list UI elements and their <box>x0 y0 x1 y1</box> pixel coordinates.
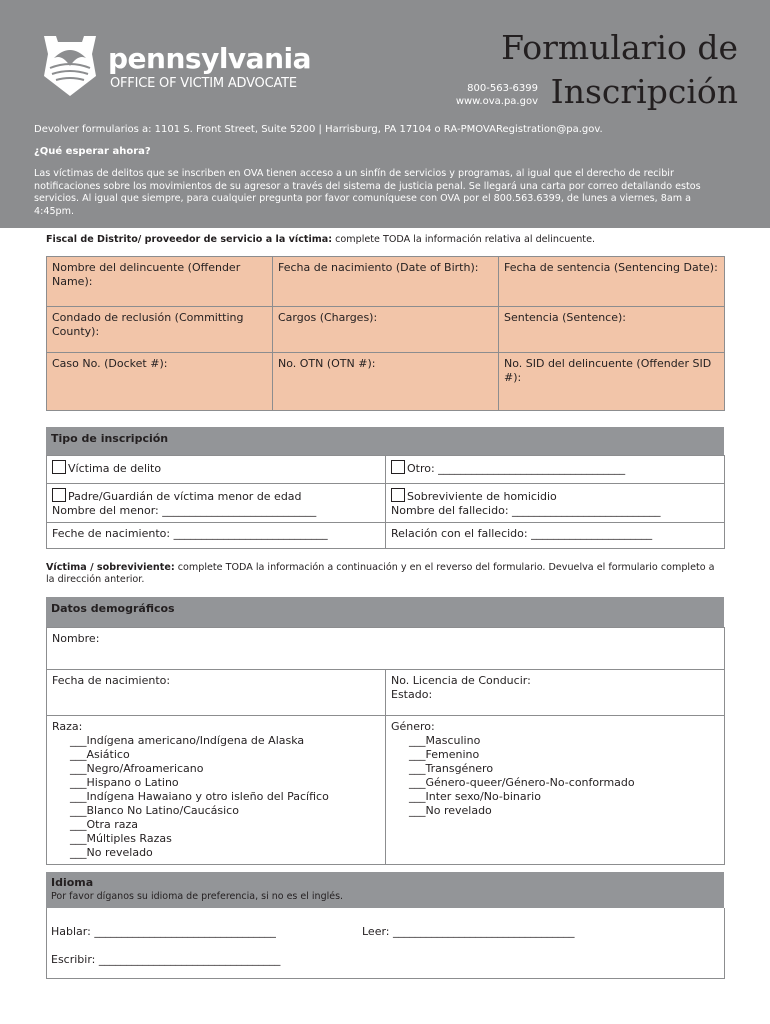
da-section-label: Fiscal de Distrito/ proveedor de servicio a la víctima: complete TODA la información relativa al delincuente. <box>46 234 596 245</box>
raza-option[interactable]: ___Asiático <box>70 748 130 761</box>
licencia-field[interactable]: No. Licencia de Conducir: <box>391 674 531 687</box>
table-row <box>47 307 725 353</box>
table-row <box>47 456 725 484</box>
escribir-field[interactable]: Escribir: _________________________________ <box>51 953 281 966</box>
otn-field[interactable]: No. OTN (OTN #): <box>273 353 499 411</box>
tipo-table <box>46 455 725 549</box>
nombre-field[interactable]: Nombre: <box>47 628 725 670</box>
victima-checkbox[interactable] <box>52 460 66 474</box>
raza-option[interactable]: ___Negro/Afroamericano <box>70 762 204 775</box>
raza-option[interactable]: ___Múltiples Razas <box>70 832 172 845</box>
otro-checkbox[interactable] <box>391 460 405 474</box>
sid-field[interactable]: No. SID del delincuente (Offender SID #): <box>499 353 725 411</box>
header-band <box>0 0 770 228</box>
phone-number: 800-563-6399 <box>467 83 538 94</box>
return-address: Devolver formularios a: 1101 S. Front Street, Suite 5200 | Harrisburg, PA 17104 o RA-PMOVARegistration@pa.gov. <box>34 124 603 135</box>
brand-name: pennsylvania <box>108 42 311 75</box>
sobreviviente-label: Sobreviviente de homicidio <box>407 490 557 503</box>
fecha-nacimiento-menor-field[interactable]: Feche de nacimiento: ____________________________ <box>47 523 386 549</box>
victima-label: Víctima de delito <box>68 462 162 475</box>
victim-section-label: Víctima / sobreviviente: complete TODA la información a continuación y en el reverso del formulario. Devuelva el formulario completo a la dirección anterior. <box>46 562 715 585</box>
expect-text: Las víctimas de delitos que se inscriben en OVA tienen acceso a un sinfín de servicios y programas, al igual que el derecho de recibir notificaciones sobre los movimientos de su agresor a través del sistema de justicia penal. Se llegará una carta por correo detallando estos servicios. Al igual que siempre, para cualquier pregunta por favor comuníquese con OVA por el 800.563.6399, de lunes a viernes, 8am a 4:45pm. <box>34 168 701 217</box>
offender-table <box>46 256 725 411</box>
demograficos-table <box>46 627 725 865</box>
demograficos-header <box>46 597 724 627</box>
table-row <box>47 716 725 865</box>
genero-option[interactable]: ___Femenino <box>409 748 480 761</box>
sentence-field[interactable]: Sentencia (Sentence): <box>499 307 725 353</box>
website: www.ova.pa.gov <box>455 96 538 107</box>
form-title-line2: Inscripción <box>550 72 738 111</box>
table-row <box>47 670 725 716</box>
committing-county-field[interactable]: Condado de reclusión (Committing County): <box>47 307 273 353</box>
padre-checkbox[interactable] <box>52 488 66 502</box>
padre-label: Padre/Guardián de víctima menor de edad <box>68 490 302 503</box>
idioma-header <box>46 872 724 908</box>
tipo-header <box>46 427 724 455</box>
table-row <box>47 353 725 411</box>
table-row <box>47 484 725 523</box>
contact-info <box>452 82 538 108</box>
raza-option[interactable]: ___No revelado <box>70 846 153 859</box>
raza-option[interactable]: ___Otra raza <box>70 818 139 831</box>
raza-option[interactable]: ___Hispano o Latino <box>70 776 179 789</box>
sentencing-date-field[interactable]: Fecha de sentencia (Sentencing Date): <box>499 257 725 307</box>
genero-option[interactable]: ___Transgénero <box>409 762 494 775</box>
estado-field[interactable]: Estado: <box>391 688 433 701</box>
docket-field[interactable]: Caso No. (Docket #): <box>47 353 273 411</box>
expect-heading: ¿Qué esperar ahora? <box>34 146 151 157</box>
nombre-menor-field[interactable]: Nombre del menor: ____________________________ <box>52 504 317 517</box>
nombre-fallecido-field[interactable]: Nombre del fallecido: ___________________________ <box>391 504 661 517</box>
sobreviviente-checkbox[interactable] <box>391 488 405 502</box>
offender-name-field[interactable]: Nombre del delincuente (Offender Name): <box>47 257 273 307</box>
demograficos-title: Datos demográficos <box>51 602 175 615</box>
raza-option[interactable]: ___Indígena Hawaiano y otro isleño del Pacífico <box>70 790 329 803</box>
idioma-box <box>46 908 725 979</box>
form-title-line1: Formulario de <box>501 28 738 67</box>
keystone-logo-icon <box>34 32 106 98</box>
hablar-field[interactable]: Hablar: _________________________________ <box>51 925 276 938</box>
fecha-nacimiento-field[interactable]: Fecha de nacimiento: <box>47 670 386 716</box>
relacion-field[interactable]: Relación con el fallecido: ______________________ <box>386 523 725 549</box>
raza-label: Raza: <box>52 720 83 733</box>
genero-option[interactable]: ___Inter sexo/No-binario <box>409 790 541 803</box>
genero-option[interactable]: ___Género-queer/Género-No-conformado <box>409 776 635 789</box>
idioma-subtitle: Por favor díganos su idioma de preferencia, si no es el inglés. <box>51 891 344 902</box>
genero-option[interactable]: ___Masculino <box>409 734 481 747</box>
table-row <box>47 628 725 670</box>
leer-field[interactable]: Leer: _________________________________ <box>362 925 575 938</box>
tipo-title: Tipo de inscripción <box>51 432 169 445</box>
offender-dob-field[interactable]: Fecha de nacimiento (Date of Birth): <box>273 257 499 307</box>
table-row <box>47 257 725 307</box>
brand-subtitle: OFFICE OF VICTIM ADVOCATE <box>110 76 297 91</box>
raza-option[interactable]: ___Indígena americano/Indígena de Alaska <box>70 734 305 747</box>
charges-field[interactable]: Cargos (Charges): <box>273 307 499 353</box>
idioma-title: Idioma <box>51 876 94 889</box>
genero-option[interactable]: ___No revelado <box>409 804 492 817</box>
table-row <box>47 523 725 549</box>
genero-label: Género: <box>391 720 435 733</box>
otro-field[interactable]: Otro: __________________________________ <box>407 462 626 475</box>
raza-option[interactable]: ___Blanco No Latino/Caucásico <box>70 804 239 817</box>
